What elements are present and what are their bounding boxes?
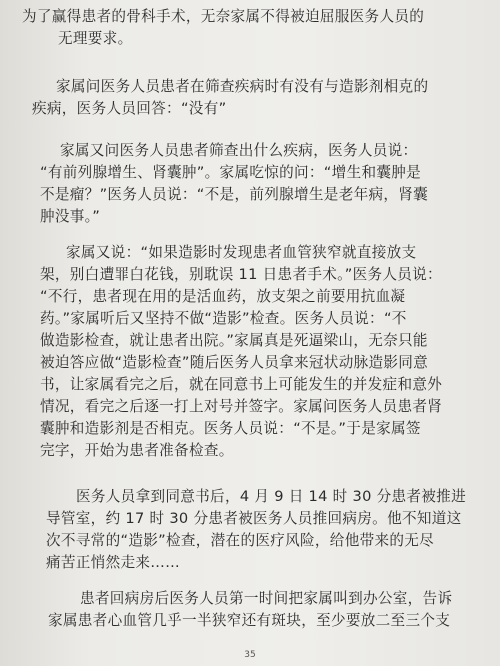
paragraph-3 [40, 140, 429, 228]
text-line: 肿没事。” [40, 208, 101, 225]
text-line: 导管室，约 17 时 30 分患者被医务人员推回病房。他不知道这 [46, 510, 462, 527]
text-line: 为了赢得患者的骨科手术，无奈家属不得被迫屈服医务人员的 [22, 8, 425, 25]
text-line: “不行，患者现在用的是活血药，放支架之前要用抗血凝 [40, 288, 406, 305]
paragraph-2 [32, 76, 429, 120]
page-number: 35 [244, 650, 256, 660]
text-line: 完字，开始为患者准备检查。 [40, 442, 234, 459]
text-line: “有前列腺增生、肾囊肿”。家属吃惊的问：“增生和囊肿是 [40, 164, 422, 181]
paragraph-5 [46, 486, 466, 574]
paragraph-1 [22, 6, 424, 50]
text-line: 书，让家属看完之后，就在同意书上可能发生的并发症和意外 [40, 376, 443, 393]
text-line: 家属问医务人员患者在筛查疾病时有没有与造影剂相克的 [56, 78, 429, 95]
text-line: 不是瘤？”医务人员说：“不是，前列腺增生是老年病，肾囊 [40, 186, 429, 203]
paragraph-6 [48, 588, 453, 632]
text-line: 医务人员拿到同意书后，4 月 9 日 14 时 30 分患者被推进 [76, 488, 466, 505]
text-line: 家属患者心血管几乎一半狭窄还有斑块，至少要放二至三个支 [48, 612, 451, 629]
text-line: 痛苦正悄然走来…… [46, 554, 181, 571]
text-line: 做造影检查，就让患者出院。”家属真是死逼梁山，无奈只能 [40, 332, 428, 349]
text-line: 患者回病房后医务人员第一时间把家属叫到办公室，告诉 [80, 590, 453, 607]
text-line: 药。”家属听后又坚持不做“造影”检查。医务人员说：“不 [40, 310, 407, 327]
paragraph-4 [40, 242, 443, 462]
text-line: 家属又说：“如果造影时发现患者血管狭窄就直接放支 [66, 244, 417, 261]
text-line: 囊肿和造影剂是否相克。医务人员说：“不是。”于是家属签 [40, 420, 421, 437]
text-line: 无理要求。 [58, 30, 133, 47]
text-line: 疾病，医务人员回答：“没有” [32, 100, 227, 117]
text-line: 情况，看完之后逐一打上对号并签字。家属问医务人员患者肾 [40, 398, 443, 415]
text-line: 次不寻常的“造影”检查，潜在的医疗风险，给他带来的无尽 [46, 532, 435, 549]
text-line: 家属又问医务人员患者筛查出什么疾病，医务人员说： [60, 142, 418, 159]
text-line: 架，别白遭罪白花钱，别耽误 11 日患者手术。”医务人员说： [40, 266, 442, 283]
text-line: 被迫答应做“造影检查”随后医务人员拿来冠状动脉造影同意 [40, 354, 429, 371]
